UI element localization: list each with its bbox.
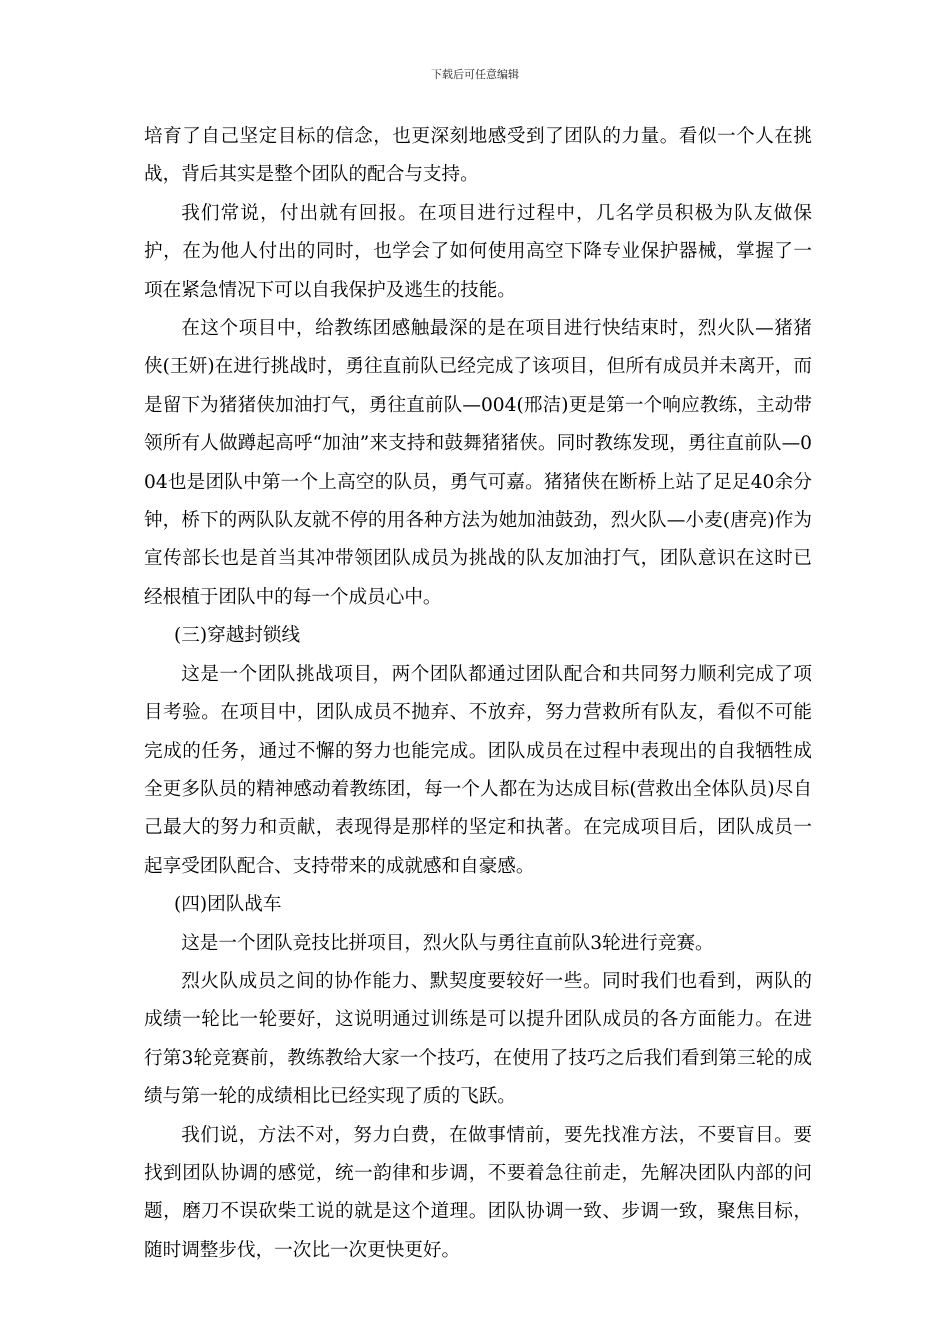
paragraph: 在这个项目中，给教练团感触最深的是在项目进行快结束时，烈火队—猪猪侠(王妍)在进行挑战时，勇往直前队已经完成了该项目，但所有成员并未离开，而是留下为猪猪侠加油打气，勇往直前队—004(邢洁)更是第一个响应教练，主动带领所有人做蹲起高呼“加油”来支持和鼓舞猪猪侠。同时教练发现，勇往直前队—004也是团队中第一个上高空的队员，勇气可嘉。猪猪侠在断桥上站了足足40余分钟，桥下的两队队友就不停的用各种方法为她加油鼓劲，烈火队—小麦(唐亮)作为宣传部长也是首当其冲带领团队成员为挑战的队友加油打气，团队意识在这时已经根植于团队中的每一个成员心中。 xyxy=(144,318,812,608)
section-heading: (三)穿越封锁线 xyxy=(174,625,301,647)
section-heading: (四)团队战车 xyxy=(174,894,282,916)
page-header: 下载后可任意编辑 xyxy=(431,68,519,81)
paragraph: 培育了自己坚定目标的信念，也更深刻地感受到了团队的力量。看似一个人在挑战，背后其实是整个团队的配合与支持。 xyxy=(144,126,812,186)
paragraph: 这是一个团队竞技比拼项目，烈火队与勇往直前队3轮进行竞赛。 xyxy=(181,932,714,954)
paragraph: 烈火队成员之间的协作能力、默契度要较好一些。同时我们也看到，两队的成绩一轮比一轮要好，这说明通过训练是可以提升团队成员的各方面能力。在进行第3轮竞赛前，教练教给大家一个技巧，在使用了技巧之后我们看到第三轮的成绩与第一轮的成绩相比已经实现了质的飞跃。 xyxy=(144,970,812,1108)
document-body xyxy=(144,118,812,1270)
paragraph: 我们说，方法不对，努力白费，在做事情前，要先找准方法，不要盲目。要找到团队协调的感觉，统一韵律和步调，不要着急往前走，先解决团队内部的问题，磨刀不误砍柴工说的就是这个道理。团队协调一致、步调一致，聚焦目标，随时调整步伐，一次比一次更快更好。 xyxy=(144,1124,812,1261)
paragraph: 这是一个团队挑战项目，两个团队都通过团队配合和共同努力顺利完成了项目考验。在项目中，团队成员不抛弃、不放弃，努力营救所有队友，看似不可能完成的任务，通过不懈的努力也能完成。团队成员在过程中表现出的自我牺牲成全更多队员的精神感动着教练团，每一个人都在为达成目标(营救出全体队员)尽自己最大的努力和贡献，表现得是那样的坚定和执著。在完成项目后，团队成员一起享受团队配合、支持带来的成就感和自豪感。 xyxy=(144,663,812,877)
paragraph: 我们常说，付出就有回报。在项目进行过程中，几名学员积极为队友做保护，在为他人付出的同时，也学会了如何使用高空下降专业保护器械，掌握了一项在紧急情况下可以自我保护及逃生的技能。 xyxy=(144,202,812,301)
